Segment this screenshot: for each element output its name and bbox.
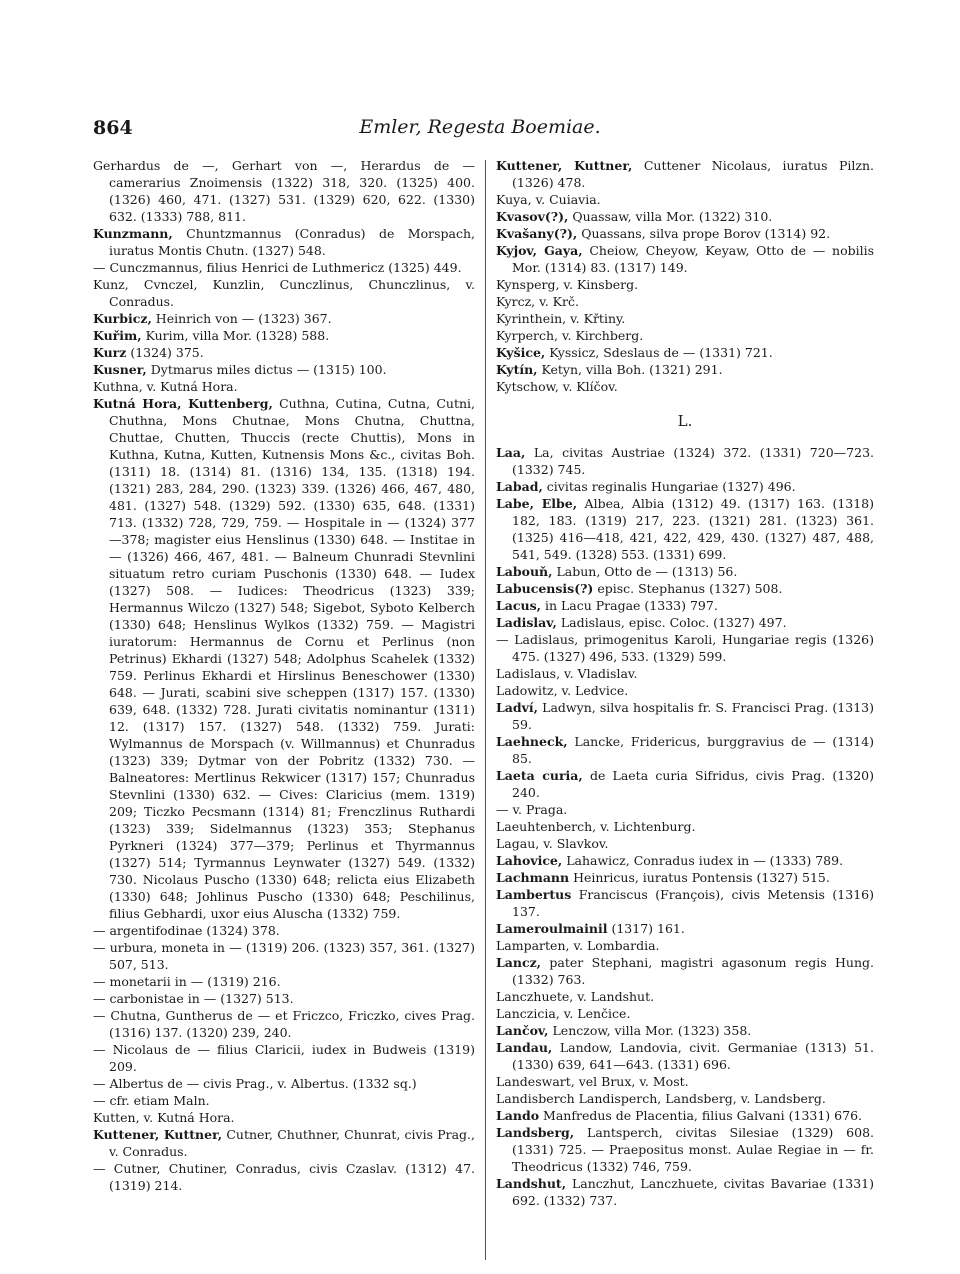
right-column-k-entries — [496, 157, 874, 395]
entry-text: Landow, Landovia, civit. Germaniae (1313) 51. (1330) 639, 641—643. (1331) 696. — [512, 1040, 874, 1072]
entry-text: Kytschow, v. Klíčov. — [496, 379, 618, 394]
entry-text: Lahawicz, Conradus iudex in — (1333) 789. — [562, 853, 844, 868]
index-entry — [496, 191, 874, 208]
entry-text: Dytmarus miles dictus — (1315) 100. — [146, 362, 387, 377]
entry-headword: Lando — [496, 1108, 540, 1123]
entry-headword: Lameroulmainil — [496, 921, 608, 936]
index-entry — [496, 310, 874, 327]
entry-text: Kunz, Cvnczel, Kunzlin, Cunczlinus, Chunczlinus, v. Conradus. — [93, 277, 475, 309]
index-entry — [496, 157, 874, 191]
entry-text: Kyssicz, Sdeslaus de — (1331) 721. — [545, 345, 773, 360]
entry-text: — Chutna, Guntherus de — et Friczco, Friczko, cives Prag. (1316) 137. (1320) 239, 240. — [93, 1008, 475, 1040]
entry-text: Chuntzmannus (Conradus) de Morspach, iuratus Montis Chutn. (1327) 548. — [109, 226, 475, 258]
index-entry — [496, 852, 874, 869]
entry-text: Ladwyn, silva hospitalis fr. S. Francisci Prag. (1313) 59. — [512, 700, 874, 732]
index-entry — [93, 225, 475, 259]
index-entry — [496, 478, 874, 495]
entry-text: Ladislaus, episc. Coloc. (1327) 497. — [556, 615, 787, 630]
entry-text: (1324) 375. — [126, 345, 204, 360]
entry-text: Landeswart, vel Brux, v. Most. — [496, 1074, 689, 1089]
entry-text: — Ladislaus, primogenitus Karoli, Hungariae regis (1326) 475. (1327) 496, 533. (1329) 599. — [496, 632, 874, 664]
entry-headword: Labouň, — [496, 564, 553, 579]
index-entry — [496, 597, 874, 614]
index-entry — [93, 1092, 475, 1109]
entry-text: Cuthna, Cutina, Cutna, Cutni, Chuthna, Mons Chutnae, Mons Chutna, Chuttna, Chuttae, Chutten, Thuccis (recte Chuttis), Mons in Kuthna, Kutna, Kutten, Kutnensis Mons &c., civitas Boh. (1311) 18. (1314) 81. (1316) 134, 135. (1318) 194. (1321) 283, 284, 290. (1323) 339. (1326) 466, 467, 480, 481. (1327) 548. (1329) 592. (1330) 635, 648. (1331) 713. (1332) 728, 729, 759. — Hospitale in — (1324) 377—378; magister eius Henslinus (1330) 648. — Institae in — (1326) 466, 467, 481. — Balneum Chunradi Stevnlini situatum retro curiam Puschonis (1330) 648. — Iudex (1327) 508. — Iudices: Theodricus (1323) 339; Hermannus Wilczo (1327) 548; Sigebot, Syboto Kelberch (1330) 648; Henslinus Wylkos (1332) 759. — Magistri iuratorum: Hermannus de Cornu et Perlinus (non Petrinus) Ekhardi (1327) 548; Adolphus Scahelek (1332) 759. Perlinus Ekhardi et Hirslinus Beneschower (1330) 648. — Jurati, scabini sive scheppen (1317) 157. (1330) 639, 648. (1332) 728. Jurati civitatis nominantur (1311) 12. (1317) 157. (1327) 548. (1332) 759. Jurati: Wylmannus de Morspach (v. Willmannus) et Chunradus (1323) 339; Dytmar von der Pobritz (1332) 730. — Balneatores: Mertlinus Rekwicer (1317) 157; Chunradus Stevnlini (1330) 632. — Cives: Claricius (mem. 1319) 209; Ticzko Pecsmann (1314) 81; Frenczlinus Ruthardi (1323) 339; Sidelmannus (1323) 353; Stephanus Pyrkneri (1324) 377—379; Perlinus et Thyrmannus (1327) 514; Tyrmannus Leynwater (1327) 549. (1332) 730. Nicolaus Puscho (1330) 648; relicta eius Elizabeth (1330) 648; Johlinus Puscho (1330) 648; Peschilinus, filius Gebhardi, uxor eius Aluscha (1332) 759. — [109, 396, 475, 921]
entry-headword: Kuttener, Kuttner, — [93, 1127, 223, 1142]
index-entry — [496, 631, 874, 665]
index-entry — [496, 563, 874, 580]
index-entry — [496, 293, 874, 310]
entry-text: Quassans, silva prope Borov (1314) 92. — [577, 226, 831, 241]
index-entry — [496, 937, 874, 954]
index-entry — [93, 1007, 475, 1041]
index-entry — [93, 990, 475, 1007]
index-entry — [496, 276, 874, 293]
entry-text: — cfr. etiam Maln. — [93, 1093, 210, 1108]
index-entry — [93, 344, 475, 361]
right-column-l-entries — [496, 444, 874, 1209]
entry-text: Ketyn, villa Boh. (1321) 291. — [537, 362, 723, 377]
index-entry — [93, 327, 475, 344]
index-entry — [496, 1022, 874, 1039]
entry-text: episc. Stephanus (1327) 508. — [593, 581, 783, 596]
index-entry — [496, 954, 874, 988]
index-entry — [496, 444, 874, 478]
entry-headword: Labe, Elbe, — [496, 496, 578, 511]
index-entry — [496, 818, 874, 835]
entry-headword: Landau, — [496, 1040, 553, 1055]
index-entry — [93, 395, 475, 922]
entry-text: (1317) 161. — [607, 921, 685, 936]
entry-text: Labun, Otto de — (1313) 56. — [552, 564, 738, 579]
entry-headword: Labad, — [496, 479, 543, 494]
entry-text: Cuttener Nicolaus, iuratus Pilzn. (1326) 478. — [512, 158, 874, 190]
index-entry — [496, 1039, 874, 1073]
entry-text: — Cutner, Chutiner, Conradus, civis Czaslav. (1312) 47. (1319) 214. — [93, 1161, 475, 1193]
entry-headword: Landshut, — [496, 1176, 567, 1191]
index-entry — [496, 1073, 874, 1090]
entry-headword: Lachmann — [496, 870, 570, 885]
index-entry — [93, 157, 475, 225]
index-entry — [496, 733, 874, 767]
entry-text: — monetarii in — (1319) 216. — [93, 974, 281, 989]
index-entry — [496, 344, 874, 361]
index-entry — [496, 242, 874, 276]
index-entry — [93, 1041, 475, 1075]
entry-headword: Kurbicz, — [93, 311, 152, 326]
entry-headword: Kyšice, — [496, 345, 546, 360]
entry-headword: Lacus, — [496, 598, 541, 613]
index-entry — [496, 1124, 874, 1175]
entry-text: Kynsperg, v. Kinsberg. — [496, 277, 639, 292]
entry-headword: Kurz — [93, 345, 127, 360]
entry-headword: Laeta curia, — [496, 768, 583, 783]
entry-text: Ladowitz, v. Ledvice. — [496, 683, 629, 698]
entry-headword: Lahovice, — [496, 853, 563, 868]
entry-text: — carbonistae in — (1327) 513. — [93, 991, 294, 1006]
index-entry — [496, 361, 874, 378]
entry-text: in Lacu Pragae (1333) 797. — [540, 598, 718, 613]
index-entry — [496, 767, 874, 801]
entry-text: Lagau, v. Slavkov. — [496, 836, 609, 851]
index-entry — [93, 922, 475, 939]
index-entry — [496, 682, 874, 699]
entry-text: Ladislaus, v. Vladislav. — [496, 666, 638, 681]
entry-text: Lancke, Fridericus, burggravius de — (1314) 85. — [512, 734, 874, 766]
index-entry — [93, 1126, 475, 1160]
entry-headword: Laehneck, — [496, 734, 568, 749]
entry-headword: Kvašany(?), — [496, 226, 578, 241]
entry-text: Albea, Albia (1312) 49. (1317) 163. (1318) 182, 183. (1319) 217, 223. (1321) 281. (1323) 361. (1325) 416—418, 421, 422, 429, 430. (1327) 487, 488, 541, 549. (1328) 553. (1331) 699. — [512, 496, 875, 562]
entry-text: Lanczicia, v. Lenčice. — [496, 1006, 631, 1021]
index-entry — [93, 361, 475, 378]
index-entry — [93, 1075, 475, 1092]
right-column — [496, 157, 874, 1209]
index-entry — [93, 310, 475, 327]
entry-headword: Kvasov(?), — [496, 209, 569, 224]
index-entry — [496, 835, 874, 852]
entry-text: Franciscus (François), civis Metensis (1316) 137. — [512, 887, 874, 919]
index-entry — [93, 973, 475, 990]
entry-text: — v. Praga. — [496, 802, 568, 817]
entry-text: Lanczhuete, v. Landshut. — [496, 989, 655, 1004]
entry-text: Cutner, Chuthner, Chunrat, civis Prag., v. Conradus. — [109, 1127, 475, 1159]
letter-heading: L. — [677, 412, 693, 430]
entry-text: Landisberch Landisperch, Landsberg, v. Landsberg. — [496, 1091, 826, 1106]
entry-headword: Lancz, — [496, 955, 542, 970]
index-entry — [496, 1090, 874, 1107]
entry-text: pater Stephani, magistri agasonum regis Hung. (1332) 763. — [512, 955, 874, 987]
running-title: Emler, Regesta Boemiae. — [359, 116, 601, 138]
entry-headword: Kusner, — [93, 362, 147, 377]
index-entry — [496, 225, 874, 242]
entry-text: Kyrperch, v. Kirchberg. — [496, 328, 644, 343]
entry-headword: Ladví, — [496, 700, 538, 715]
index-entry — [496, 869, 874, 886]
entry-headword: Kuttener, Kuttner, — [496, 158, 633, 173]
index-entry — [93, 276, 475, 310]
entry-text: Kurim, villa Mor. (1328) 588. — [141, 328, 330, 343]
entry-text: de Laeta curia Sifridus, civis Prag. (1320) 240. — [512, 768, 874, 800]
index-entry — [496, 1005, 874, 1022]
entry-headword: Lančov, — [496, 1023, 549, 1038]
index-entry — [93, 1160, 475, 1194]
entry-text: Kuya, v. Cuiavia. — [496, 192, 601, 207]
entry-text: Gerhardus de —, Gerhart von —, Herardus de — camerarius Znoimensis (1322) 318, 320. (1325) 400. (1326) 460, 471. (1327) 531. (1329) 620, 622. (1330) 632. (1333) 788, 811. — [93, 158, 475, 224]
entry-text: Manfredus de Placentia, filius Galvani (1331) 676. — [539, 1108, 862, 1123]
entry-text: Heinrich von — (1323) 367. — [151, 311, 332, 326]
entry-text: Kuthna, v. Kutná Hora. — [93, 379, 238, 394]
entry-headword: Kuřim, — [93, 328, 142, 343]
index-entry — [496, 801, 874, 818]
page-number: 864 — [93, 117, 133, 139]
index-entry — [496, 378, 874, 395]
entry-text: Quassaw, villa Mor. (1322) 310. — [568, 209, 773, 224]
index-entry — [496, 1175, 874, 1209]
index-entry — [93, 259, 475, 276]
entry-text: — Cunczmannus, filius Henrici de Luthmericz (1325) 449. — [93, 260, 462, 275]
index-entry — [496, 327, 874, 344]
entry-text: — Nicolaus de — filius Claricii, iudex in Budweis (1319) 209. — [93, 1042, 475, 1074]
entry-text: Cheiow, Cheyow, Keyaw, Otto de — nobilis Mor. (1314) 83. (1317) 149. — [512, 243, 874, 275]
index-entry — [496, 920, 874, 937]
index-entry — [496, 665, 874, 682]
entry-text: Lantsperch, civitas Silesiae (1329) 608. (1331) 725. — Praepositus monst. Aulae Regiae in — fr. Theodricus (1332) 746, 759. — [512, 1125, 874, 1174]
index-entry — [93, 378, 475, 395]
entry-headword: Kytín, — [496, 362, 538, 377]
entry-text: Laeuhtenberch, v. Lichtenburg. — [496, 819, 696, 834]
index-entry — [496, 886, 874, 920]
index-entry — [496, 1107, 874, 1124]
index-entry — [496, 699, 874, 733]
entry-text: — urbura, moneta in — (1319) 206. (1323) 357, 361. (1327) 507, 513. — [93, 940, 475, 972]
entry-text: Lanczhut, Lanczhuete, civitas Bavariae (1331) 692. (1332) 737. — [512, 1176, 874, 1208]
index-entry — [93, 1109, 475, 1126]
entry-text: Kutten, v. Kutná Hora. — [93, 1110, 235, 1125]
entry-text: civitas reginalis Hungariae (1327) 496. — [542, 479, 796, 494]
entry-text: Lamparten, v. Lombardia. — [496, 938, 660, 953]
entry-headword: Kutná Hora, Kuttenberg, — [93, 396, 273, 411]
entry-text: Heinricus, iuratus Pontensis (1327) 515. — [569, 870, 830, 885]
entry-headword: Ladislav, — [496, 615, 557, 630]
left-column — [93, 157, 475, 1194]
entry-text: Kyrinthein, v. Křtiny. — [496, 311, 626, 326]
entry-text: Kyrcz, v. Krč. — [496, 294, 579, 309]
entry-headword: Lambertus — [496, 887, 572, 902]
index-entry — [496, 614, 874, 631]
index-entry — [496, 495, 874, 563]
column-divider — [485, 160, 486, 1260]
index-entry — [496, 580, 874, 597]
entry-text: — argentifodinae (1324) 378. — [93, 923, 280, 938]
entry-text: — Albertus de — civis Prag., v. Albertus. (1332 sq.) — [93, 1076, 417, 1091]
entry-headword: Labucensis(?) — [496, 581, 594, 596]
entry-headword: Landsberg, — [496, 1125, 575, 1140]
entry-headword: Laa, — [496, 445, 526, 460]
index-entry — [496, 208, 874, 225]
index-entry — [496, 988, 874, 1005]
entry-text: La, civitas Austriae (1324) 372. (1331) 720—723. (1332) 745. — [512, 445, 874, 477]
entry-headword: Kunzmann, — [93, 226, 173, 241]
index-entry — [93, 939, 475, 973]
entry-headword: Kyjov, Gaya, — [496, 243, 583, 258]
entry-text: Lenczow, villa Mor. (1323) 358. — [548, 1023, 752, 1038]
